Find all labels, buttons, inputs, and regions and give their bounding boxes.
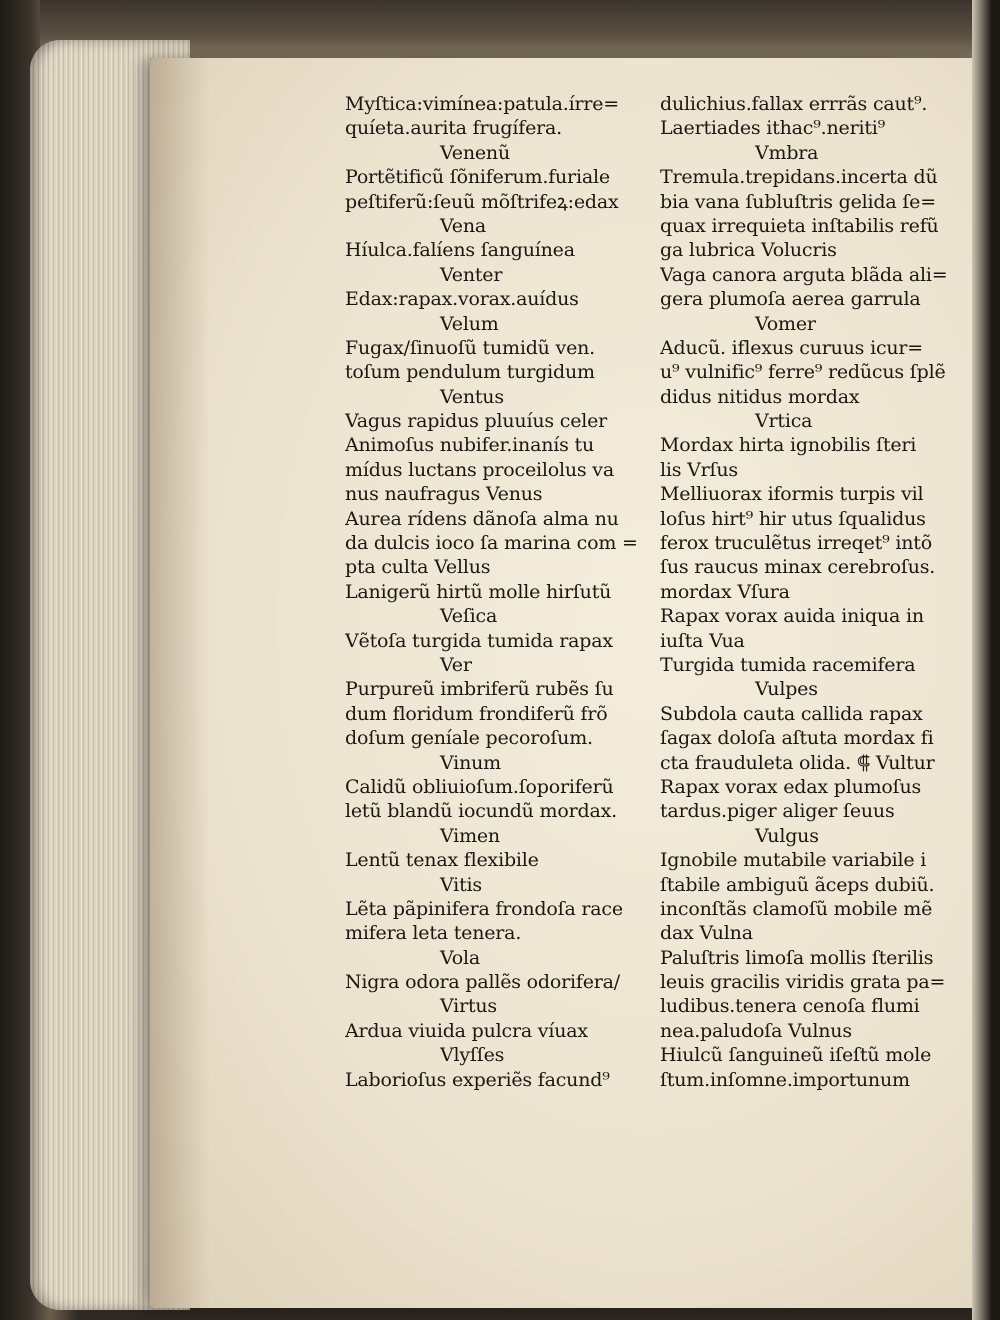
right-column-line: gera plumoſa aerea garrula bbox=[660, 288, 921, 311]
left-column-headword: Velum bbox=[440, 312, 499, 335]
right-column-line: Tremula.trepidans.incerta dũ bbox=[660, 166, 938, 189]
right-column-line: u⁹ vulnific⁹ ferre⁹ redũcus ſplẽ bbox=[660, 361, 946, 384]
left-column-headword: Virtus bbox=[440, 995, 497, 1018]
right-column-line: didus nitidus mordax bbox=[660, 385, 860, 408]
right-column-line: Vaga canora arguta blãda ali= bbox=[660, 263, 948, 286]
right-column-line: Rapax vorax edax plumoſus bbox=[660, 775, 922, 798]
right-column-line: leuis gracilis viridis grata pa= bbox=[660, 971, 946, 994]
right-column-line: cta frauduleta olida. ⸿ Vultur bbox=[660, 751, 935, 774]
left-column-line: letũ blandũ iocundũ mordax. bbox=[345, 800, 617, 823]
left-column-line: Calidũ obliuioſum.ſoporiferũ bbox=[345, 775, 614, 798]
left-column-line: mifera leta tenera. bbox=[345, 922, 522, 945]
left-column-line: doſum geníale pecoroſum. bbox=[345, 727, 593, 750]
right-column-headword: Vrtica bbox=[755, 410, 813, 433]
right-column-line: ſtum.inſomne.importunum bbox=[660, 1068, 910, 1091]
left-column-line: mídus luctans proceilolus va bbox=[345, 458, 614, 481]
left-column-headword: Venter bbox=[440, 263, 503, 286]
left-column-line: Lanigerũ hirtũ molle hirſutũ bbox=[345, 580, 612, 603]
left-column-headword: Venenũ bbox=[440, 141, 510, 164]
left-column-line: Portẽtificũ ſõniferum.furiale bbox=[345, 166, 610, 189]
left-text-column bbox=[345, 92, 655, 1092]
right-column-line: Turgida tumida racemifera bbox=[660, 653, 916, 676]
right-column-line: tardus.piger aliger ſeuus bbox=[660, 800, 895, 823]
left-column-line: Laborioſus experiẽs facund⁹ bbox=[345, 1068, 610, 1091]
right-column-line: Subdola cauta callida rapax bbox=[660, 702, 923, 725]
left-column-line: Lẽta pãpinifera frondoſa race bbox=[345, 897, 623, 920]
left-column-line: Híulca.falíens ſanguínea bbox=[345, 239, 575, 262]
left-column-line: Fugax/ſinuoſũ tumidũ ven. bbox=[345, 336, 596, 359]
left-column-line: quíeta.aurita frugífera. bbox=[345, 117, 562, 140]
left-column-line: dum floridum frondiferũ frõ bbox=[345, 702, 608, 725]
left-column-line: Animoſus nubifer.inanís tu bbox=[345, 434, 594, 457]
right-column-line: dax Vulna bbox=[660, 922, 753, 945]
left-column-line: pta culta Vellus bbox=[345, 556, 491, 579]
right-column-headword: Vmbra bbox=[755, 141, 819, 164]
left-column-line: Edax:rapax.vorax.auídus bbox=[345, 288, 579, 311]
left-column-line: peſtiferũ:ſeuũ mõſtrifeꝝ:edax bbox=[345, 190, 619, 213]
right-column-line: Paluſtris limoſa mollis ſterilis bbox=[660, 946, 934, 969]
left-column-headword: Vlyſſes bbox=[440, 1044, 505, 1067]
left-column-line: nus naufragus Venus bbox=[345, 483, 543, 506]
right-column-headword: Vulpes bbox=[755, 678, 818, 701]
left-column-line: Nigra odora pallẽs odorifera/ bbox=[345, 971, 620, 994]
left-column-headword: Ver bbox=[440, 653, 472, 676]
left-column-headword: Vitis bbox=[440, 873, 482, 896]
right-column-line: dulichius.fallax errrãs caut⁹. bbox=[660, 93, 928, 115]
right-column-line: Mordax hirta ignobilis ſteri bbox=[660, 434, 917, 457]
left-column-line: Vagus rapidus pluuíus celer bbox=[345, 410, 608, 433]
right-column-headword: Vomer bbox=[755, 312, 816, 335]
right-column-line: ferox truculẽtus irreqet⁹ intõ bbox=[660, 532, 932, 555]
right-column-line: ſtabile ambiguũ ãceps dubiũ. bbox=[660, 873, 935, 896]
left-column-line: Ardua viuida pulcra víuax bbox=[345, 1019, 588, 1042]
right-column-line: ga lubrica Volucris bbox=[660, 239, 837, 262]
right-column-line: Rapax vorax auida iniqua in bbox=[660, 605, 924, 628]
right-column-line: nea.paludoſa Vulnus bbox=[660, 1019, 852, 1042]
right-text-column bbox=[660, 92, 970, 1092]
left-column-line: toſum pendulum turgidum bbox=[345, 361, 595, 384]
right-column-line: loſus hirt⁹ hir utus ſqualidus bbox=[660, 507, 926, 530]
right-column-line: ſus raucus minax cerebroſus. bbox=[660, 556, 936, 579]
left-column-headword: Vena bbox=[440, 214, 486, 237]
right-column-line: Hiulcũ ſanguineũ iſeſtũ mole bbox=[660, 1044, 932, 1067]
left-column-headword: Veſica bbox=[440, 605, 498, 628]
left-column-line: Aurea rídens dãnoſa alma nu bbox=[345, 507, 619, 530]
left-column-headword: Vola bbox=[440, 946, 481, 969]
right-column-headword: Vulgus bbox=[755, 824, 819, 847]
right-column-line: Aducũ. iflexus curuus icur= bbox=[660, 336, 924, 359]
left-column-line: Vẽtoſa turgida tumida rapax bbox=[345, 629, 613, 652]
right-column-line: Ignobile mutabile variabile i bbox=[660, 849, 927, 872]
left-column-line: Purpureũ imbriferũ rubẽs ſu bbox=[345, 678, 614, 701]
right-column-line: ludibus.tenera cenoſa flumi bbox=[660, 995, 920, 1018]
right-column-line: lis Vrſus bbox=[660, 458, 738, 481]
left-column-headword: Vinum bbox=[440, 751, 501, 774]
right-column-line: inconſtãs clamoſũ mobile mẽ bbox=[660, 897, 933, 920]
left-column-headword: Vimen bbox=[440, 824, 500, 847]
right-column-line: Laertiades ithac⁹.neriti⁹ bbox=[660, 117, 886, 140]
left-column-line: Myſtica:vimínea:patula.írre= bbox=[345, 93, 620, 115]
right-column-line: iuſta Vua bbox=[660, 629, 745, 652]
right-column-line: Melliuorax iformis turpis vil bbox=[660, 483, 924, 506]
right-column-line: mordax Vſura bbox=[660, 580, 790, 603]
left-column-headword: Ventus bbox=[440, 385, 504, 408]
left-column-line: da dulcis ioco ſa marina com = bbox=[345, 532, 638, 555]
right-column-line: bia vana ſubluſtris gelida ſe= bbox=[660, 190, 936, 213]
right-column-line: quax irrequieta inſtabilis refũ bbox=[660, 214, 939, 237]
left-column-line: Lentũ tenax flexibile bbox=[345, 849, 539, 872]
right-column-line: ſagax doloſa aſtuta mordax fi bbox=[660, 727, 934, 750]
book-right-edge bbox=[972, 0, 1000, 1320]
